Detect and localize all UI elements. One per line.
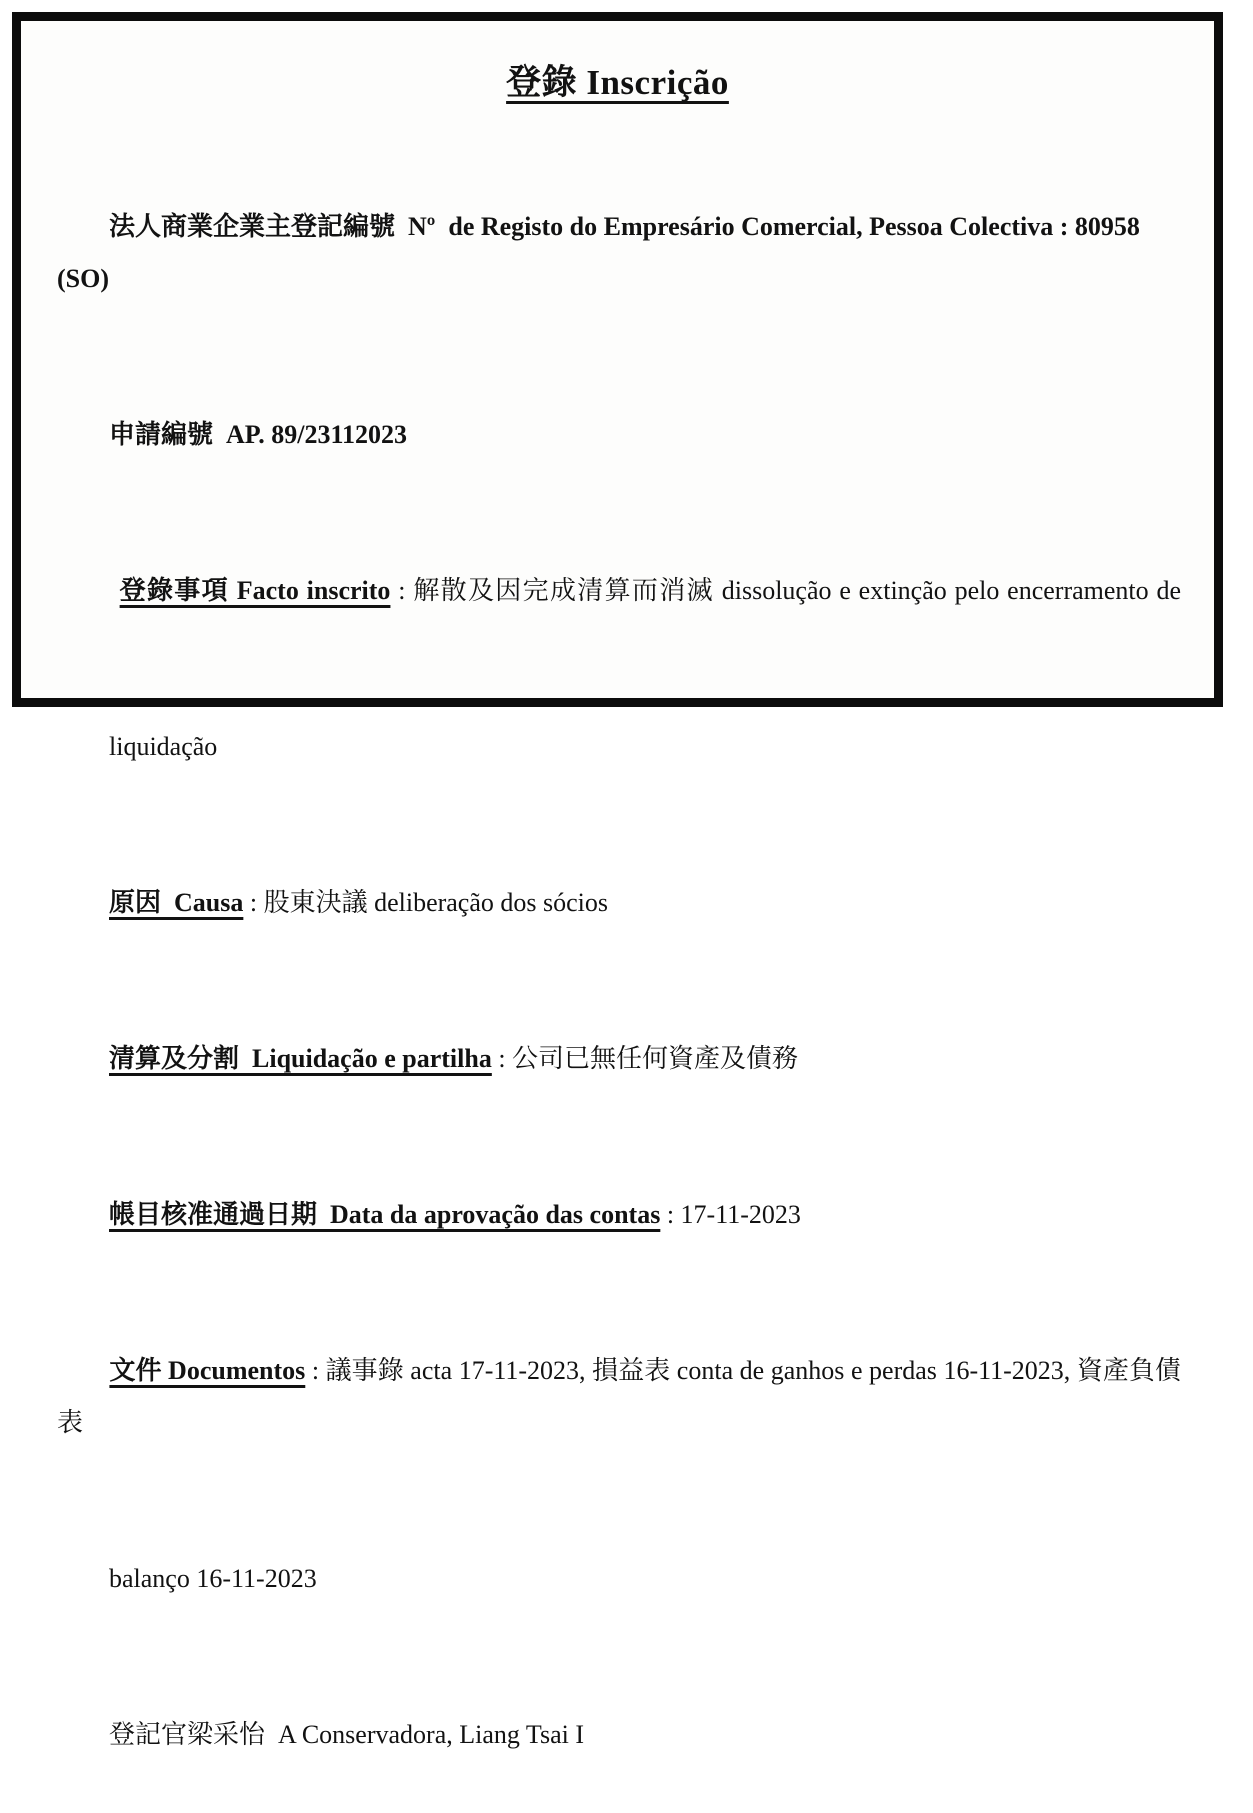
- facto-inscrito-value-continuation: liquidação: [109, 732, 218, 761]
- line-causa: [57, 825, 1181, 981]
- line-data-aprovacao-contas: [57, 1137, 1181, 1293]
- line-conservadora-signature: [57, 1657, 1181, 1813]
- causa-value: : 股東決議 deliberação dos sócios: [243, 888, 609, 917]
- line-facto-inscrito-continuation: [57, 669, 1181, 825]
- causa-label: 原因 Causa: [109, 888, 244, 917]
- data-aprovacao-contas-label: 帳目核准通過日期 Data da aprovação das contas: [109, 1200, 661, 1229]
- liquidacao-e-partilha-label: 清算及分割 Liquidação e partilha: [109, 1044, 492, 1073]
- line-documentos-continuation: [57, 1501, 1181, 1657]
- facto-inscrito-label: 登錄事項 Facto inscrito: [119, 576, 391, 605]
- documentos-label: 文件 Documentos: [109, 1356, 306, 1385]
- facto-inscrito-value: : 解散及因完成清算而消滅 dissolução e extinção pelo encerramento de: [390, 576, 1181, 605]
- documentos-value-continuation: balanço 16-11-2023: [109, 1564, 317, 1593]
- line-application-number: [57, 357, 1181, 513]
- line-facto-inscrito: [57, 513, 1181, 669]
- registration-number-text: 法人商業企業主登記編號 Nº de Registo do Empresário Comercial, Pessoa Colectiva : 80958 (SO): [57, 212, 1147, 293]
- document-border-frame: [12, 12, 1223, 1749]
- document-body: [57, 149, 1181, 1813]
- documentos-value: : 議事錄 acta 17-11-2023, 損益表 conta de ganhos e perdas 16-11-2023, 資產負債表: [57, 1356, 1182, 1437]
- line-documentos: [57, 1293, 1181, 1501]
- line-liquidacao-e-partilha: [57, 981, 1181, 1137]
- application-number-text: 申請編號 AP. 89/23112023: [109, 420, 408, 449]
- document-title: 登錄 Inscrição: [506, 63, 729, 102]
- line-registration-number: [57, 149, 1181, 357]
- liquidacao-e-partilha-value: : 公司已無任何資產及債務: [491, 1044, 799, 1073]
- conservadora-signature-text: 登記官梁采怡 A Conservadora, Liang Tsai I: [109, 1720, 585, 1749]
- data-aprovacao-contas-value: : 17-11-2023: [660, 1200, 801, 1229]
